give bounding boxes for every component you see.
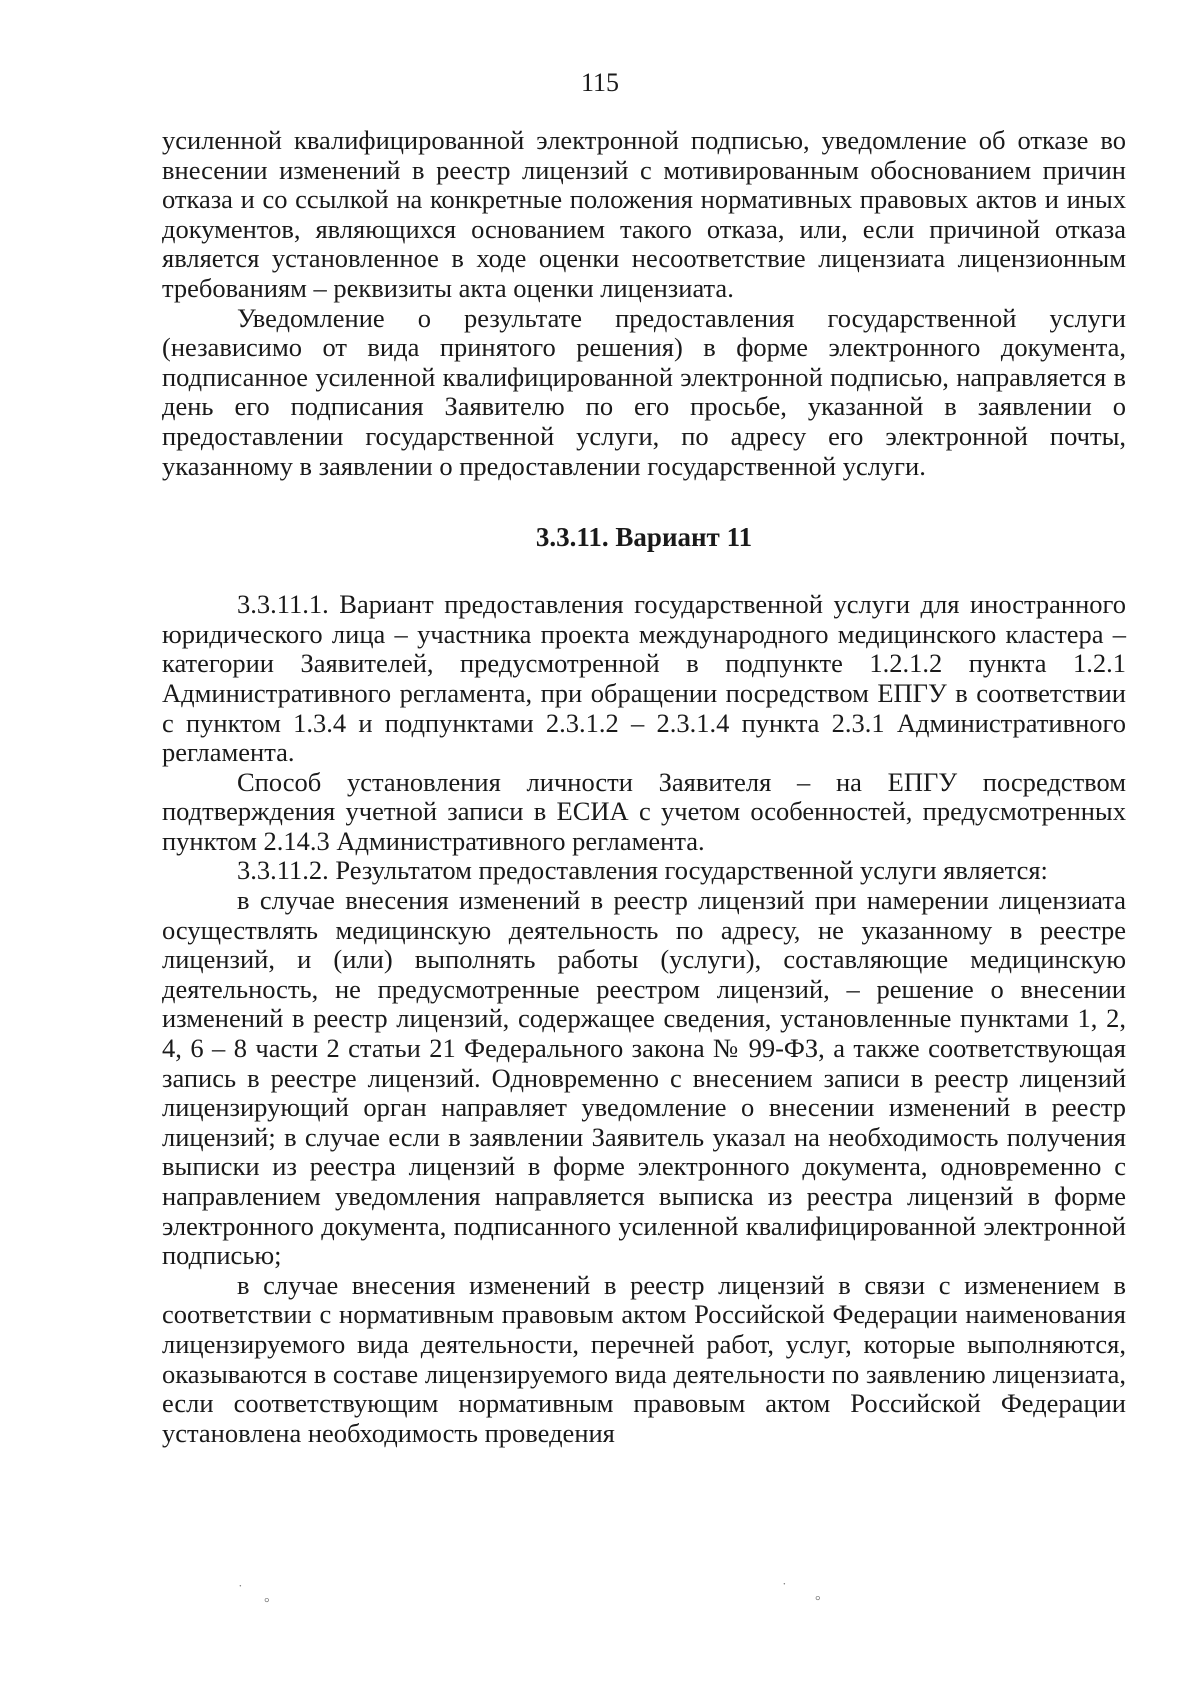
paragraph-1: усиленной квалифицированной электронной подписью, уведомление об отказе во внесении изменений в реестр лицензий с мотивированным обоснованием причин отказа и со ссылкой на конкретные положения нормативных правовых актов и иных документов, являющихся основанием такого отказа, или, если причиной отказа является установленное в ходе оценки несоответствие лицензиата лицензионным требованиям – реквизиты акта оценки лицензиата.	[162, 125, 1126, 303]
scan-speck-2: °	[264, 1596, 270, 1611]
scan-speck-4: °	[815, 1594, 821, 1609]
paragraph-6: в случае внесения изменений в реестр лицензий при намерении лицензиата осуществлять медицинскую деятельность по адресу, не указанному в реестре лицензий, и (или) выполнять работы (услуги), составляющие медицинскую деятельность, не предусмотренные реестром лицензий, – решение о внесении изменений в реестр лицензий, содержащее сведения, установленные пунктами 1, 2, 4, 6 – 8 части 2 статьи 21 Федерального закона № 99-ФЗ, а также соответствующая запись в реестре лицензий. Одновременно с внесением записи в реестр лицензий лицензирующий орган направляет уведомление о внесении изменений в реестр лицензий; в случае если в заявлении Заявитель указал на необходимость получения выписки из реестра лицензий в форме электронного документа, одновременно с направлением уведомления направляется выписка из реестра лицензий в форме электронного документа, подписанного усиленной квалифицированной электронной подписью;	[162, 885, 1126, 1271]
page-number: 115	[580, 68, 620, 97]
document-body	[162, 126, 1126, 1448]
scan-speck-1: ˙	[238, 1583, 243, 1598]
paragraph-2: Уведомление о результате предоставления государственной услуги (независимо от вида принятого решения) в форме электронного документа, подписанное усиленной квалифицированной электронной подписью, направляется в день его подписания Заявителю по его просьбе, указанной в заявлении о предоставлении государственной услуги, по адресу его электронной почты, указанному в заявлении о предоставлении государственной услуги.	[162, 302, 1126, 481]
scan-speck-3: ˙	[782, 1581, 787, 1596]
paragraph-3: 3.3.11.1. Вариант предоставления государственной услуги для иностранного юридического лица – участника проекта международного медицинского кластера – категории Заявителей, предусмотренной в подпункте 1.2.1.2 пункта 1.2.1 Административного регламента, при обращении посредством ЕПГУ в соответствии с пунктом 1.3.4 и подпунктами 2.3.1.2 – 2.3.1.4 пункта 2.3.1 Административного регламента.	[162, 589, 1126, 768]
paragraph-4: Способ установления личности Заявителя – на ЕПГУ посредством подтверждения учетной записи в ЕСИА с учетом особенностей, предусмотренных пунктом 2.14.3 Административного регламента.	[162, 766, 1126, 856]
paragraph-7: в случае внесения изменений в реестр лицензий в связи с изменением в соответствии с нормативным правовым актом Российской Федерации наименования лицензируемого вида деятельности, перечней работ, услуг, которые выполняются, оказываются в составе лицензируемого вида деятельности по заявлению лицензиата, если соответствующим нормативным правовым актом Российской Федерации установлена необходимость проведения	[162, 1269, 1126, 1448]
paragraph-5: 3.3.11.2. Результатом предоставления государственной услуги является:	[237, 855, 1048, 886]
section-heading: 3.3.11. Вариант 11	[535, 522, 753, 553]
